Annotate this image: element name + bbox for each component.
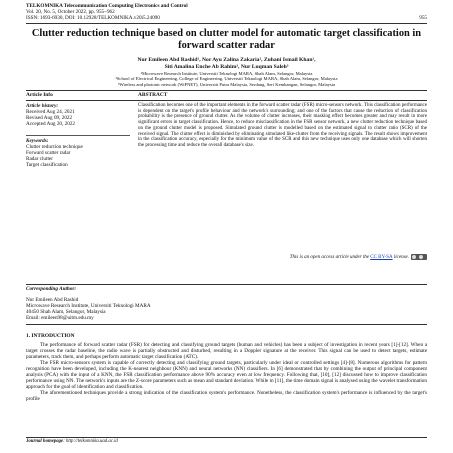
introduction-heading: 1. INTRODUCTION: [26, 333, 75, 339]
revised-date: Revised Aug 09, 2022: [26, 115, 73, 121]
info-mid-rule: [26, 100, 427, 101]
authors-line-2: Siti Amalina Enche Ab Rahim³, Nur Luqman Saleh³: [164, 63, 289, 70]
corresponding-org: Microwave Research Institute, Universiti Teknologi MARA: [26, 303, 151, 309]
corresponding-email[interactable]: Email: emileen98@uitm.edu.my: [26, 315, 94, 321]
footer-label: Journal homepage: [26, 439, 64, 444]
license-link[interactable]: CC BY-SA: [370, 255, 393, 261]
article-history: [26, 103, 130, 127]
footer-rule: [26, 437, 427, 438]
affiliation-3: ³Wireless and photonic network (WiPNET), Universiti Putra Malaysia, Serdang, Seri Kembangan, Selangor, Malaysia: [117, 81, 336, 87]
journal-header: [26, 3, 427, 21]
author-list: [26, 57, 427, 70]
cc-license-icon: [411, 254, 427, 260]
corresponding-top-rule: [26, 284, 427, 285]
keyword-item: Radar clutter: [26, 156, 53, 162]
article-info-heading: Article Info: [26, 92, 53, 98]
keywords-block: [26, 138, 130, 168]
keywords-rule: [26, 135, 130, 136]
keyword-item: Target classification: [26, 162, 68, 168]
info-top-rule: [26, 90, 427, 91]
page-number: 955: [419, 15, 427, 21]
journal-volume: Vol. 20, No. 5, October 2022, pp. 955~962: [26, 9, 115, 15]
abstract-heading: ABSTRACT: [138, 92, 168, 98]
history-label: Article history:: [26, 103, 59, 109]
header-divider: [26, 23, 427, 24]
journal-issn: ISSN: 1693-6930, DOI: 10.12928/TELKOMNIKA.v20i5.24090: [26, 15, 160, 21]
introduction-section: [26, 333, 427, 402]
corresponding-address: 40450 Shah Alam, Selangor, Malaysia: [26, 309, 106, 315]
intro-paragraph: The aforementioned techniques provide a strong indication of the classification system's performance. Nonetheless, the classification system's performance is influenced by the target's profile: [26, 390, 427, 402]
keyword-item: Clutter reduction technique: [26, 144, 83, 150]
intro-paragraph: The performance of forward scatter radar (FSR) for detecting and classifying ground targets (human and vehicles) has been a subject of investigation in recent years [1]-[12]. When a target crosses the radar baseline, the radio wave is partially obstructed and disturbed, resulting in a Doppler signature at the receiver. This signal can be used to detect targets, estimate parameters, track them, and perhaps perform automatic target classification (ATC).: [26, 342, 427, 360]
corresponding-details: [26, 297, 246, 321]
accepted-date: Accepted Aug 20, 2022: [26, 121, 75, 127]
paper-title: Clutter reduction technique based on clutter model for automatic target classification in forward scatter radar: [31, 28, 422, 51]
footer-url[interactable]: : http://telkomnika.uad.ac.id: [63, 439, 118, 444]
abstract-body: [138, 103, 427, 149]
corresponding-name: Nur Emileen Abd Rashid: [26, 297, 79, 303]
affiliation-list: [26, 71, 427, 87]
footer: [26, 439, 118, 444]
corresponding-label: Corresponding Author:: [26, 286, 77, 292]
received-date: Received Aug 24, 2021: [26, 109, 75, 115]
intro-paragraph: The FSR micro-sensors system is capable of correctly detecting and classifying ground targets, particularly under ideal or controlled settings [4]-[8]. Numerous algorithms for pattern recognition have been developed, including the K-nearest neighbour (KNN) and neural networks (NN) classifiers. In [6] demonstrated that by combining the output of principal component analysis (PCA) with the input of a KNN, the FSR classification performance above 90% accuracy even at low frequency. Following that, [10], [12] discussed how to improve classification performance using NN. The network's inputs are the Z-score parameters such as mean and standard deviation. While in [11], the time domain signal is analysed using the wavelet transformation approach for the goal of identification and classification.: [26, 360, 427, 390]
corresponding-bottom-rule: [26, 324, 427, 325]
license-tail: license.: [392, 255, 409, 261]
abstract-text: Classification becomes one of the important elements in the forward scatter radar (FSR) micro-sensors network. This classification performance is dependent on the target's profile behaviour and the network's surrounding; and one of the factors that cause the reduction of classification probability is the presence of ground clutter. As the volume of clutter increases, their masking effect becomes greater and may result in more significant errors in target classification. Hence, to reduce misclassification in the FSR sensor network, a new clutter reduction technique based on the ground clutter model is proposed. Simulated ground clutter is modelled based on the estimated signal to clutter ratio (SCR) of the received signal. The clutter effect is diminished by eliminating simulated like-clutter from the receiving signals. The result shows improvement in the classification accuracy, especially for the minimum value of the SCR and this new technique uses only one database which will shorten the processing time and reduce the overall database's size.: [138, 103, 427, 148]
authors-line-1: Nur Emileen Abd Rashid¹, Nor Ayu Zalina Zakaria², Zuhani Ismail Khan¹,: [137, 57, 316, 63]
keywords-label: Keywords:: [26, 138, 49, 144]
license-text: This is an open access article under the: [289, 255, 371, 261]
affiliation-2: ²School of Electrical Engineering, College of Engineering, Universiti Teknologi MARA, Shah Alam, Selangor, Malaysia: [115, 76, 338, 82]
keyword-item: Forward scatter radar: [26, 150, 71, 156]
affiliation-1: ¹Microwave Research Institute, Universiti Teknologi MARA, Shah Alam, Selangor, Malaysia: [140, 71, 313, 76]
license-line: [138, 254, 427, 260]
journal-name: TELKOMNIKA Telecommunication Computing Electronics and Control: [26, 3, 188, 9]
